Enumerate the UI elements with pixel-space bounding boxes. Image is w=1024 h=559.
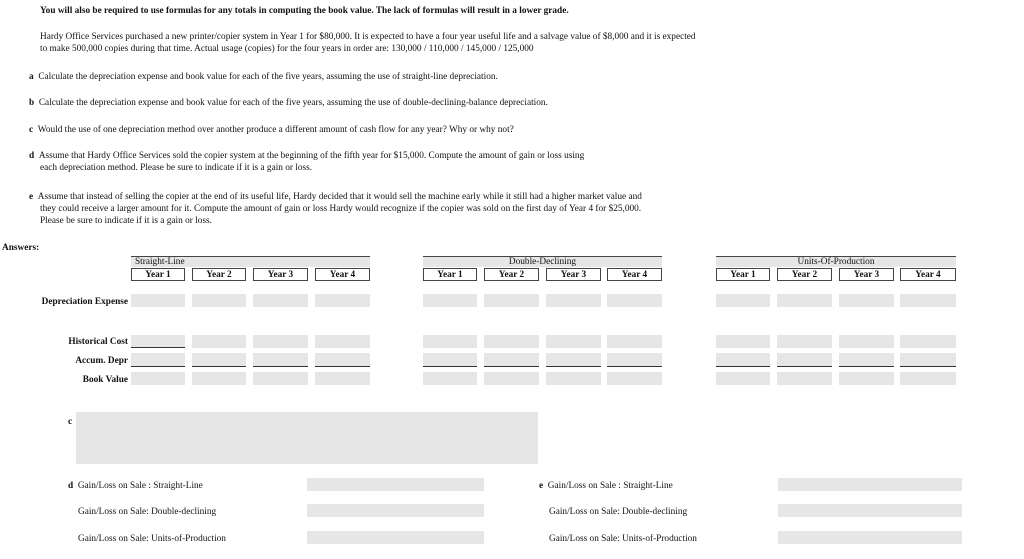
answer-d-label-1: Gain/Loss on Sale : Straight-Line	[77, 481, 203, 491]
question-e-letter: e	[29, 192, 34, 202]
sl-depreciation-expense-year-1-input[interactable]	[131, 294, 185, 307]
ddb-accum-depr-year-3-input[interactable]	[546, 353, 601, 367]
answer-d-input-straight-line[interactable]	[307, 478, 484, 491]
answer-c-input[interactable]	[76, 412, 538, 464]
ddb-historical-cost-year-2-input[interactable]	[484, 335, 539, 348]
uop-historical-cost-year-4-input[interactable]	[900, 335, 956, 348]
ddb-year-2-header: Year 2	[484, 268, 539, 281]
ddb-historical-cost-year-1-input[interactable]	[423, 335, 477, 348]
answer-e-input-straight-line[interactable]	[778, 478, 962, 491]
answer-e-label-3: Gain/Loss on Sale: Units-of-Production	[549, 534, 697, 544]
ddb-historical-cost-year-4-input[interactable]	[607, 335, 662, 348]
answer-d-input-units-of-production[interactable]	[307, 531, 484, 544]
sl-year-4-header: Year 4	[315, 268, 370, 281]
question-c-text: Would the use of one depreciation method over another produce a different amount of cash flow for any year? Why or why not?	[37, 125, 514, 135]
sl-book-value-year-1-input[interactable]	[131, 372, 185, 385]
uop-year-1-header: Year 1	[716, 268, 770, 281]
answer-d-label-2: Gain/Loss on Sale: Double-declining	[78, 507, 217, 517]
sl-historical-cost-year-3-input[interactable]	[253, 335, 308, 348]
uop-year-3-header: Year 3	[839, 268, 894, 281]
question-a-text: Calculate the depreciation expense and book value for each of the five years, assuming the use of straight-line depreciation.	[38, 72, 498, 82]
question-a-letter: a	[29, 72, 34, 82]
question-e-line-2: they could receive a larger amount for it. Compute the amount of gain or loss Hardy would recognize if the copier was sold on the first day of Year 4 for $25,000.	[40, 204, 642, 214]
answers-label: Answers:	[2, 243, 40, 253]
uop-historical-cost-year-2-input[interactable]	[777, 335, 832, 348]
question-e-line-1: Assume that instead of selling the copier at the end of its useful life, Hardy decided that it would sell the machine early while it still had a higher market value and	[37, 192, 642, 202]
uop-historical-cost-year-1-input[interactable]	[716, 335, 770, 348]
sl-year-2-header: Year 2	[192, 268, 246, 281]
sl-accum-depr-year-2-input[interactable]	[192, 353, 246, 367]
answer-d-row-1	[68, 481, 203, 492]
question-c-letter: c	[29, 125, 34, 135]
uop-depreciation-expense-year-4-input[interactable]	[900, 294, 956, 307]
question-e	[29, 192, 642, 203]
question-d-letter: d	[29, 151, 35, 161]
answer-e-input-double-declining[interactable]	[778, 504, 962, 517]
sl-book-value-year-4-input[interactable]	[315, 372, 370, 385]
sl-year-3-header: Year 3	[253, 268, 308, 281]
scenario-line-2: to make 500,000 copies during that time. Actual usage (copies) for the four years in order are: 130,000 / 110,000 / 145,000 / 125,000	[40, 44, 534, 54]
question-d-line-2: each depreciation method. Please be sure to indicate if it is a gain or loss.	[40, 163, 313, 173]
sl-accum-depr-year-1-input[interactable]	[131, 353, 185, 367]
row-label-depreciation-expense: Depreciation Expense	[41, 297, 128, 307]
ddb-year-1-header: Year 1	[423, 268, 477, 281]
ddb-historical-cost-year-3-input[interactable]	[546, 335, 601, 348]
question-c	[29, 125, 514, 136]
uop-accum-depr-year-2-input[interactable]	[777, 353, 832, 367]
question-a	[29, 72, 498, 83]
uop-depreciation-expense-year-1-input[interactable]	[716, 294, 770, 307]
instructions-header: You will also be required to use formulas for any totals in computing the book value. The lack of formulas will result in a lower grade.	[40, 6, 569, 16]
sl-historical-cost-year-4-input[interactable]	[315, 335, 370, 348]
ddb-year-3-header: Year 3	[546, 268, 601, 281]
uop-book-value-year-4-input[interactable]	[900, 372, 956, 385]
answer-d-input-double-declining[interactable]	[307, 504, 484, 517]
question-b-text: Calculate the depreciation expense and book value for each of the five years, assuming the use of double-declining-balance depreciation.	[38, 98, 548, 108]
group-title-units-of-production: Units-Of-Production	[716, 256, 956, 267]
scenario-line-1: Hardy Office Services purchased a new printer/copier system in Year 1 for $80,000. It is expected to have a four year useful life and a salvage value of $8,000 and it is expected	[40, 32, 696, 42]
uop-depreciation-expense-year-3-input[interactable]	[839, 294, 894, 307]
question-d-line-1: Assume that Hardy Office Services sold the copier system at the beginning of the fifth year for $15,000. Compute the amount of gain or loss using	[38, 151, 585, 161]
uop-year-4-header: Year 4	[900, 268, 956, 281]
ddb-accum-depr-year-1-input[interactable]	[423, 353, 477, 367]
ddb-book-value-year-4-input[interactable]	[607, 372, 662, 385]
uop-depreciation-expense-year-2-input[interactable]	[777, 294, 832, 307]
question-b-letter: b	[29, 98, 35, 108]
sl-depreciation-expense-year-4-input[interactable]	[315, 294, 370, 307]
row-label-historical-cost: Historical Cost	[68, 337, 128, 347]
uop-year-2-header: Year 2	[777, 268, 832, 281]
row-underline-1	[131, 347, 185, 348]
sl-accum-depr-year-3-input[interactable]	[253, 353, 308, 367]
sl-book-value-year-2-input[interactable]	[192, 372, 246, 385]
sl-depreciation-expense-year-3-input[interactable]	[253, 294, 308, 307]
ddb-accum-depr-year-2-input[interactable]	[484, 353, 539, 367]
group-title-straight-line: Straight-Line	[131, 256, 370, 267]
uop-accum-depr-year-3-input[interactable]	[839, 353, 894, 367]
uop-historical-cost-year-3-input[interactable]	[839, 335, 894, 348]
ddb-depreciation-expense-year-3-input[interactable]	[546, 294, 601, 307]
ddb-book-value-year-3-input[interactable]	[546, 372, 601, 385]
row-label-accum-depr: Accum. Depr	[75, 356, 128, 366]
ddb-book-value-year-2-input[interactable]	[484, 372, 539, 385]
uop-book-value-year-2-input[interactable]	[777, 372, 832, 385]
sl-accum-depr-year-4-input[interactable]	[315, 353, 370, 367]
answer-e-input-units-of-production[interactable]	[778, 531, 962, 544]
uop-book-value-year-3-input[interactable]	[839, 372, 894, 385]
ddb-year-4-header: Year 4	[607, 268, 662, 281]
uop-book-value-year-1-input[interactable]	[716, 372, 770, 385]
answer-d-label-3: Gain/Loss on Sale: Units-of-Production	[78, 534, 226, 544]
answer-e-row-1	[539, 481, 673, 492]
answer-e-letter: e	[539, 481, 544, 491]
row-underline-2	[131, 366, 185, 367]
uop-accum-depr-year-1-input[interactable]	[716, 353, 770, 367]
uop-accum-depr-year-4-input[interactable]	[900, 353, 956, 367]
sl-book-value-year-3-input[interactable]	[253, 372, 308, 385]
ddb-depreciation-expense-year-1-input[interactable]	[423, 294, 477, 307]
row-label-book-value: Book Value	[82, 375, 128, 385]
ddb-book-value-year-1-input[interactable]	[423, 372, 477, 385]
answer-e-label-2: Gain/Loss on Sale: Double-declining	[549, 507, 688, 517]
answer-d-letter: d	[68, 481, 74, 491]
answer-e-label-1: Gain/Loss on Sale : Straight-Line	[547, 481, 673, 491]
question-e-line-3: Please be sure to indicate if it is a gain or loss.	[40, 216, 212, 226]
answer-c-label: c	[68, 417, 73, 427]
question-d	[29, 151, 584, 162]
group-title-double-declining: Double-Declining	[423, 256, 662, 267]
sl-historical-cost-year-2-input[interactable]	[192, 335, 246, 348]
sl-depreciation-expense-year-2-input[interactable]	[192, 294, 246, 307]
ddb-depreciation-expense-year-4-input[interactable]	[607, 294, 662, 307]
sl-year-1-header: Year 1	[131, 268, 185, 281]
question-b	[29, 98, 548, 109]
ddb-accum-depr-year-4-input[interactable]	[607, 353, 662, 367]
ddb-depreciation-expense-year-2-input[interactable]	[484, 294, 539, 307]
